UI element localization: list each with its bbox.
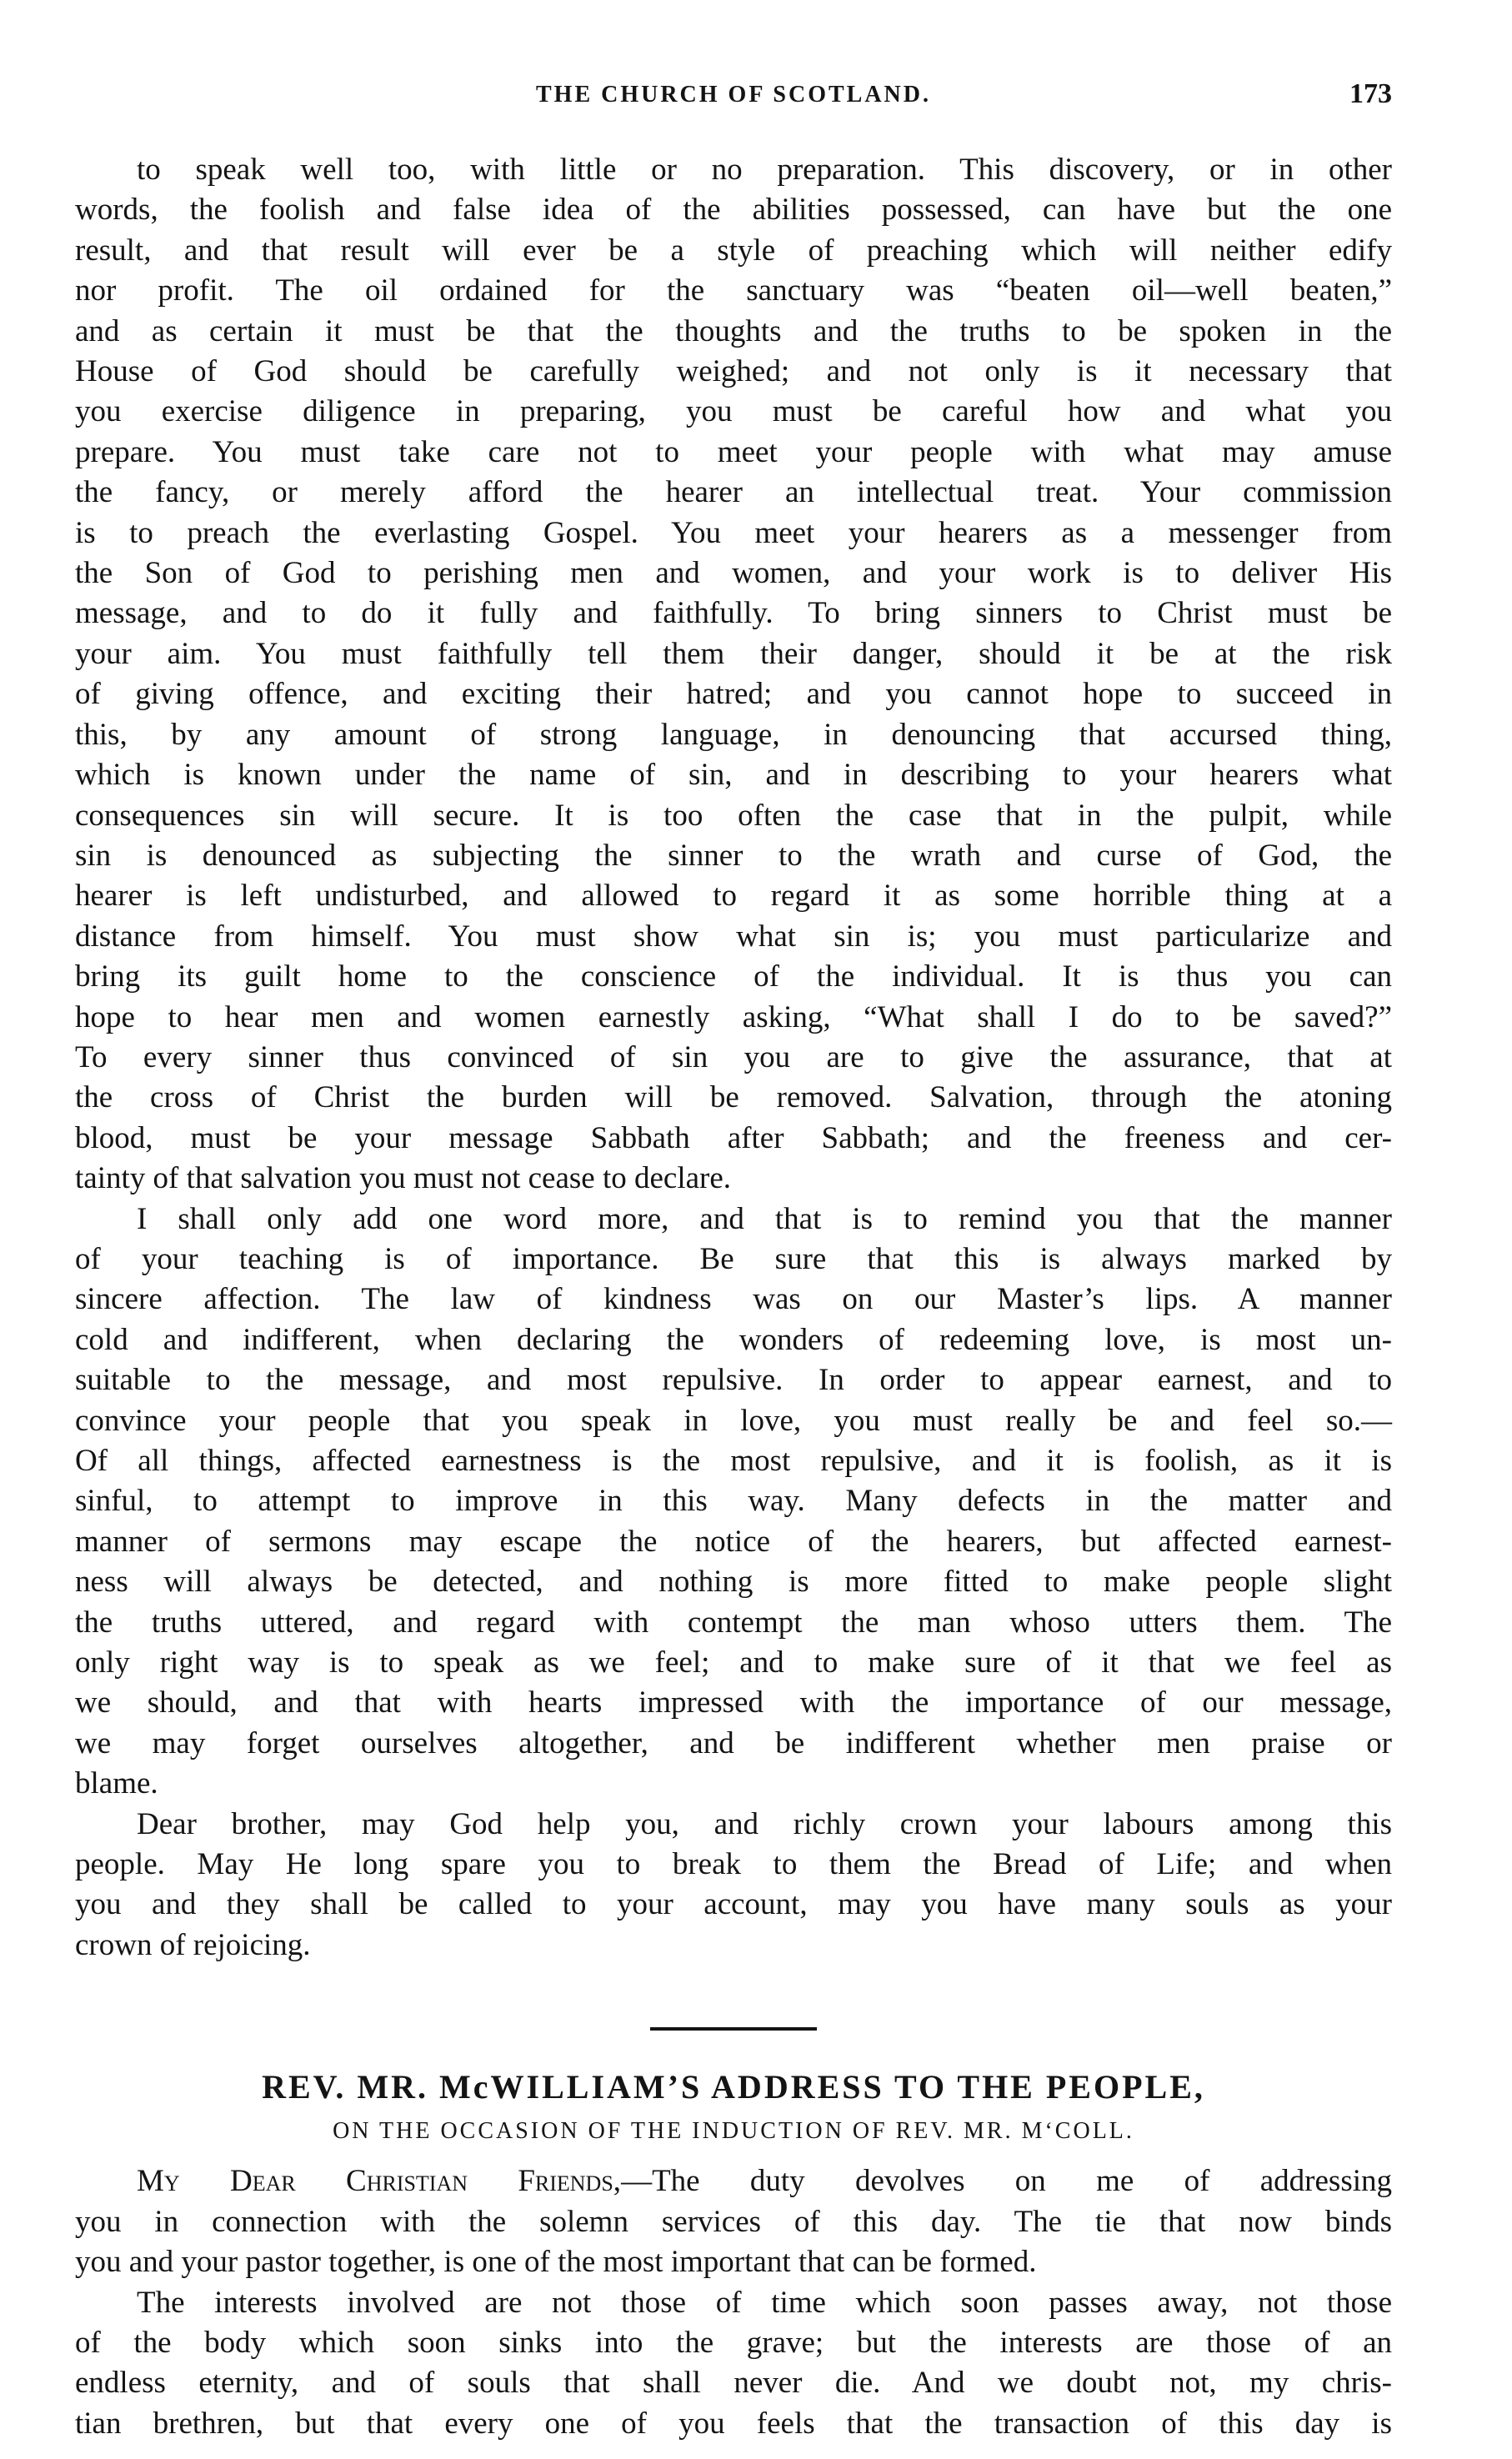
text-line: sincere affection. The law of kindness was on our Master’s lips. A manner [75, 1282, 1392, 1317]
section-divider [650, 2027, 817, 2031]
text-line: bring its guilt home to the conscience of the individual. It is thus you can [75, 959, 1392, 994]
text-line: we may forget ourselves altogether, and be indifferent whether men praise or [75, 1725, 1392, 1760]
text-line: only right way is to speak as we feel; and to make sure of it that we feel as [75, 1645, 1392, 1680]
text-line: I shall only add one word more, and that is to remind you that the manner [137, 1201, 1392, 1236]
text-line: nor profit. The oil ordained for the sanctuary was “beaten oil—well beaten,” [75, 273, 1392, 308]
section-subheading: ON THE OCCASION OF THE INDUCTION OF REV. MR. M‘COLL. [333, 2118, 1134, 2145]
text-line: sin is denounced as subjecting the sinner to the wrath and curse of God, the [75, 838, 1392, 873]
paragraph-closing-blessing [75, 1805, 1392, 1966]
text-line: you exercise diligence in preparing, you must be careful how and what you [75, 394, 1392, 429]
salutation-continuation: —The duty devolves on me of addressing [621, 2164, 1392, 2199]
salutation: My Dear Christian Friends, [137, 2164, 622, 2199]
text-line: Dear brother, may God help you, and richly crown your labours among this [137, 1806, 1392, 1841]
text-line: you and they shall be called to your account, may you have many souls as your [75, 1887, 1392, 1922]
text-line: to speak well too, with little or no preparation. This discovery, or in other [137, 153, 1392, 187]
paragraph-preparation [75, 150, 1392, 1199]
text-line: suitable to the message, and most repulsive. In order to appear earnest, and to [75, 1363, 1392, 1398]
text-line: you and your pastor together, is one of the most important that can be formed. [75, 2245, 1037, 2280]
text-line: of the body which soon sinks into the grave; but the interests are those of an [75, 2325, 1392, 2360]
text-line: Of all things, affected earnestness is the most repulsive, and it is foolish, as it is [75, 1444, 1392, 1478]
text-line: consequences sin will secure. It is too often the case that in the pulpit, while [75, 798, 1392, 833]
text-line: hope to hear men and women earnestly asking, “What shall I do to be saved?” [75, 999, 1392, 1034]
text-line: the cross of Christ the burden will be removed. Salvation, through the atoning [75, 1080, 1392, 1115]
text-line: people. May He long spare you to break to them the Bread of Life; and when [75, 1847, 1392, 1882]
text-line: the Son of God to perishing men and women, and your work is to deliver His [75, 556, 1392, 591]
text-line: distance from himself. You must show what sin is; you must particularize and [75, 919, 1392, 954]
text-line: this, by any amount of strong language, in denouncing that accursed thing, [75, 717, 1392, 752]
text-line: the truths uttered, and regard with contempt the man whoso utters them. The [75, 1605, 1392, 1640]
text-line: result, and that result will ever be a style of preaching which will neither edify [75, 233, 1392, 268]
text-line: endless eternity, and of souls that shall never die. And we doubt not, my chris- [75, 2366, 1392, 2401]
text-line: convince your people that you speak in love, you must really be and feel so.— [75, 1403, 1392, 1438]
text-line: is to preach the everlasting Gospel. You meet your hearers as a messenger from [75, 515, 1392, 550]
document-page [75, 75, 1392, 2444]
text-line: sinful, to attempt to improve in this way. Many defects in the matter and [75, 1484, 1392, 1519]
paragraph-manner-of-teaching [75, 1199, 1392, 1805]
text-line: cold and indifferent, when declaring the wonders of redeeming love, is most un- [75, 1322, 1392, 1357]
text-line: manner of sermons may escape the notice of the hearers, but affected earnest- [75, 1524, 1392, 1559]
paragraph-interests [75, 2283, 1392, 2445]
text-line: To every sinner thus convinced of sin you are to give the assurance, that at [75, 1039, 1392, 1074]
text-line: the fancy, or merely afford the hearer an intellectual treat. Your commission [75, 475, 1392, 510]
text-line: and as certain it must be that the thoughts and the truths to be spoken in the [75, 313, 1392, 348]
text-line: your aim. You must faithfully tell them their danger, should it be at the risk [75, 636, 1392, 671]
text-line: message, and to do it fully and faithfully. To bring sinners to Christ must be [75, 596, 1392, 631]
text-line: you in connection with the solemn services of this day. The tie that now binds [75, 2204, 1392, 2239]
section-heading: REV. MR. McWILLIAM’S ADDRESS TO THE PEOPLE, [262, 2068, 1205, 2106]
paragraph-address-opening [75, 2161, 1392, 2282]
running-title: THE CHURCH OF SCOTLAND. [535, 82, 931, 108]
text-line: of your teaching is of importance. Be sure that this is always marked by [75, 1241, 1392, 1276]
text-line: words, the foolish and false idea of the abilities possessed, can have but the one [75, 193, 1392, 228]
text-line [75, 2161, 1392, 2201]
text-line: blood, must be your message Sabbath after Sabbath; and the freeness and cer- [75, 1120, 1392, 1155]
text-line: prepare. You must take care not to meet your people with what may amuse [75, 434, 1392, 469]
text-line: hearer is left undisturbed, and allowed to regard it as some horrible thing at a [75, 879, 1392, 914]
page-number: 173 [1349, 78, 1392, 109]
text-line: of giving offence, and exciting their hatred; and you cannot hope to succeed in [75, 677, 1392, 712]
text-line: tainty of that salvation you must not cease to declare. [75, 1161, 732, 1196]
text-line: House of God should be carefully weighed; and not only is it necessary that [75, 354, 1392, 389]
text-line: crown of rejoicing. [75, 1927, 311, 1962]
text-line: we should, and that with hearts impressed with the importance of our message, [75, 1685, 1392, 1720]
text-line: The interests involved are not those of time which soon passes away, not those [137, 2285, 1392, 2320]
text-line: blame. [75, 1766, 158, 1801]
text-line: tian brethren, but that every one of you feels that the transaction of this day is [75, 2406, 1392, 2441]
running-head [75, 75, 1392, 118]
text-line: which is known under the name of sin, and in describing to your hearers what [75, 758, 1392, 793]
text-line: ness will always be detected, and nothing is more fitted to make people slight [75, 1565, 1392, 1600]
